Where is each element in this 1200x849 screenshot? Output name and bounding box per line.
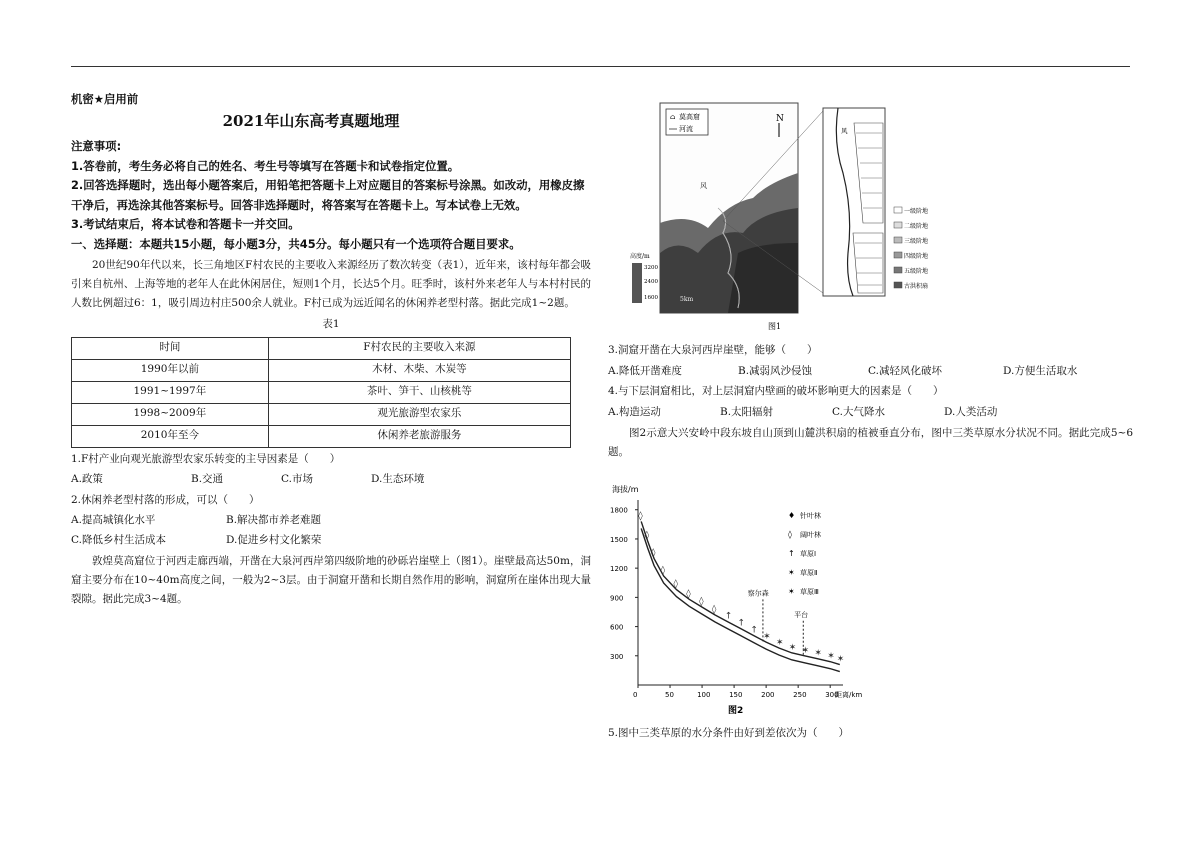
vegetation-point: ✶ bbox=[788, 642, 797, 653]
vegetation-point: ◊ bbox=[644, 530, 650, 541]
table-row bbox=[72, 403, 571, 425]
vegetation-point: ↑ bbox=[737, 618, 746, 629]
question-3-options bbox=[608, 362, 1133, 382]
vegetation-point: ◊ bbox=[673, 579, 678, 590]
y-tick-label: 1500 bbox=[610, 535, 628, 544]
vegetation-point: ◊ bbox=[699, 597, 704, 608]
vegetation-point: ✶ bbox=[763, 632, 771, 643]
annotation-chaersen: 察尔森 bbox=[747, 589, 769, 598]
figure-1-graphic bbox=[630, 103, 958, 335]
table-cell: 1991~1997年 bbox=[72, 381, 269, 403]
terrace-label: 四级阶地 bbox=[904, 253, 929, 260]
table-caption: 表1 bbox=[322, 318, 340, 330]
option: B.太阳辐射 bbox=[720, 405, 774, 418]
notice-heading: 注意事项: bbox=[71, 139, 122, 153]
legend-label: 草原Ⅲ bbox=[800, 588, 819, 596]
y-tick-label: 600 bbox=[610, 623, 624, 632]
legend-symbol: ✶ bbox=[788, 568, 795, 577]
x-tick-label: 300 bbox=[825, 691, 839, 699]
table-cell: 1990年以前 bbox=[72, 359, 269, 381]
option: B.交通 bbox=[191, 473, 224, 485]
option: D.生态环境 bbox=[371, 473, 425, 485]
option: D.促进乡村文化繁荣 bbox=[226, 533, 322, 546]
option: C.大气降水 bbox=[832, 405, 885, 418]
legend-label: 阔叶林 bbox=[800, 531, 821, 539]
wind-label: 风 bbox=[841, 127, 848, 135]
secret-label: 机密★启用前 bbox=[71, 92, 139, 106]
option: A.构造运动 bbox=[608, 405, 661, 418]
vegetation-point: ✶ bbox=[801, 645, 810, 656]
option: A.政策 bbox=[71, 473, 103, 485]
figure-1 bbox=[630, 103, 958, 335]
legend-symbol: ♦ bbox=[788, 511, 796, 520]
question-1-stem: 1.F村产业向观光旅游型农家乐转变的主导因素是（ ） bbox=[71, 452, 341, 465]
x-tick-label: 150 bbox=[729, 691, 743, 699]
question-5 bbox=[608, 723, 1133, 745]
table-cell: 茶叶、笋干、山核桃等 bbox=[268, 381, 570, 403]
option: B.解决都市养老难题 bbox=[226, 514, 322, 526]
passage-3: 图2示意大兴安岭中段东坡自山顶到山麓洪积扇的植被垂直分布，图中三类草原水分状况不同。据此完成5~6题。 bbox=[608, 427, 1133, 458]
vegetation-point: ✶ bbox=[814, 648, 822, 659]
question-2-stem: 2.休闲养老型村落的形成，可以（ ） bbox=[71, 493, 260, 506]
elev-tick: 3200 bbox=[644, 265, 658, 271]
legend-river-label: 河流 bbox=[679, 125, 693, 133]
option: D.方便生活取水 bbox=[1003, 364, 1078, 377]
table-cell: 木材、木柴、木炭等 bbox=[268, 359, 570, 381]
figure-2 bbox=[608, 478, 863, 718]
figure-2-caption: 图2 bbox=[728, 706, 744, 716]
table-row bbox=[72, 381, 571, 403]
terrace-label: 三级阶地 bbox=[904, 238, 929, 245]
x-tick-label: 100 bbox=[697, 691, 711, 699]
vegetation-point: ◊ bbox=[638, 511, 643, 522]
page-title: 2021年山东高考真题地理 bbox=[222, 111, 400, 130]
y-tick-label: 300 bbox=[610, 652, 624, 661]
vegetation-point: ✶ bbox=[775, 638, 784, 648]
x-tick-label: 0 bbox=[633, 691, 638, 699]
question-2-options bbox=[71, 531, 591, 551]
left-column bbox=[71, 90, 591, 611]
option: A.降低开凿难度 bbox=[608, 364, 682, 377]
terrace-label: 五级阶地 bbox=[904, 268, 929, 275]
table-header-cell: 时间 bbox=[72, 337, 269, 359]
table-header-row bbox=[72, 337, 571, 359]
table-header-cell: F村农民的主要收入来源 bbox=[268, 337, 570, 359]
terrace-label: 二级阶地 bbox=[904, 223, 929, 230]
vegetation-point: ✶ bbox=[827, 651, 835, 662]
x-axis-label: 距离/km bbox=[835, 691, 863, 699]
option: D.人类活动 bbox=[944, 405, 998, 418]
option: C.降低乡村生活成本 bbox=[71, 533, 166, 546]
scale-label: 5km bbox=[680, 296, 694, 303]
wind-label: 风 bbox=[700, 182, 707, 190]
elev-tick: 1600 bbox=[644, 295, 658, 301]
question-1-options bbox=[71, 470, 591, 490]
x-tick-label: 200 bbox=[761, 691, 775, 699]
annotation-platform: 平台 bbox=[794, 610, 809, 619]
notice-item: 3.考试结束后，将本试卷和答题卡一并交回。 bbox=[71, 217, 300, 231]
vegetation-point: ◊ bbox=[711, 604, 717, 615]
right-column bbox=[608, 340, 1133, 464]
legend-symbol: ◊ bbox=[788, 530, 792, 539]
y-axis-label: 海拔/m bbox=[612, 485, 639, 494]
table-cell: 观光旅游型农家乐 bbox=[268, 403, 570, 425]
vegetation-point: ◊ bbox=[660, 565, 666, 576]
table-cell: 2010年至今 bbox=[72, 425, 269, 447]
top-rule bbox=[71, 66, 1130, 67]
vegetation-point: ◊ bbox=[651, 548, 656, 559]
terrace-label: 古洪积扇 bbox=[904, 283, 929, 290]
vegetation-point: ↑ bbox=[724, 611, 733, 622]
legend-label: 针叶林 bbox=[800, 512, 821, 520]
table-cell: 1998~2009年 bbox=[72, 403, 269, 425]
figure-1-caption: 图1 bbox=[768, 322, 782, 331]
legend-label: 草原Ⅰ bbox=[800, 550, 817, 558]
table-row bbox=[72, 359, 571, 381]
x-tick-label: 250 bbox=[793, 691, 807, 699]
section-heading: 一、选择题：本题共15小题，每小题3分，共45分。每小题只有一个选项符合题目要求。 bbox=[71, 236, 521, 251]
notice-item: 1.答卷前，考生务必将自己的姓名、考生号等填写在答题卡和试卷指定位置。 bbox=[71, 158, 460, 173]
question-5-stem: 5.图中三类草原的水分条件由好到差依次为（ ） bbox=[608, 727, 850, 739]
option: A.提高城镇化水平 bbox=[71, 514, 156, 526]
passage-1: 20世纪90年代以来，长三角地区F村农民的主要收入来源经历了数次转变（表1），近年来，该村每年都会吸引来自杭州、上海等地的老年人在此休闲居住，短则1个月，长达5个月。旺季时，该村外来老年人与本村村民的人数比例超过6：1，吸引周边村庄500余人就业。F村已成为远近闻名的休闲养老型村落。据此完成1~2题。 bbox=[71, 259, 591, 309]
passage-2: 敦煌莫高窟位于河西走廊西端，开凿在大泉河西岸第四级阶地的砂砾岩崖壁上（图1）。崖壁最高达50m，洞窟主要分布在10~40m高度之间，一般为2~3层。由于洞窟开凿和长期自然作用的影响，洞窟所在崖体出现大量裂隙。据此完成3~4题。 bbox=[71, 555, 591, 605]
y-tick-label: 1800 bbox=[610, 506, 628, 515]
elev-legend-title: 高度/m bbox=[630, 253, 650, 260]
north-arrow-icon: N bbox=[776, 114, 784, 124]
table-cell: 休闲养老旅游服务 bbox=[268, 425, 570, 447]
table-row bbox=[72, 425, 571, 447]
legend-label: 草原Ⅱ bbox=[800, 569, 818, 577]
question-4-options bbox=[608, 403, 1133, 423]
figure-2-chart bbox=[608, 478, 863, 718]
y-tick-label: 900 bbox=[610, 594, 624, 603]
legend-symbol: ✶ bbox=[788, 587, 795, 596]
notice-item: 2.回答选择题时，选出每小题答案后，用铅笔把答题卡上对应题目的答案标号涂黑。如改动，用橡皮擦干净后，再选涂其他答案标号。回答非选择题时，将答案写在答题卡上。写本试卷上无效。 bbox=[71, 178, 585, 212]
y-tick-label: 1200 bbox=[610, 565, 628, 574]
elev-tick: 2400 bbox=[644, 279, 658, 285]
vegetation-point: ✶ bbox=[836, 654, 845, 665]
legend-grotto-label: 莫高窟 bbox=[679, 113, 700, 121]
vegetation-point: ↑ bbox=[750, 625, 758, 636]
terrace-label: 一级阶地 bbox=[904, 208, 929, 215]
option: C.市场 bbox=[281, 473, 313, 485]
question-2-options bbox=[71, 511, 591, 531]
question-3-stem: 3.洞窟开凿在大泉河西岸崖壁，能够（ ） bbox=[608, 344, 818, 356]
income-table bbox=[71, 337, 571, 448]
question-4-stem: 4.与下层洞窟相比，对上层洞窟内壁画的破坏影响更大的因素是（ ） bbox=[608, 385, 944, 397]
terrace-legend bbox=[894, 207, 928, 290]
legend-symbol: ↑ bbox=[788, 549, 795, 558]
option: B.减弱风沙侵蚀 bbox=[738, 364, 813, 377]
x-tick-label: 50 bbox=[665, 691, 674, 699]
legend-grotto-icon: ⌂ bbox=[670, 113, 676, 121]
vegetation-point: ◊ bbox=[686, 589, 691, 600]
option: C.减轻风化破坏 bbox=[868, 364, 942, 377]
